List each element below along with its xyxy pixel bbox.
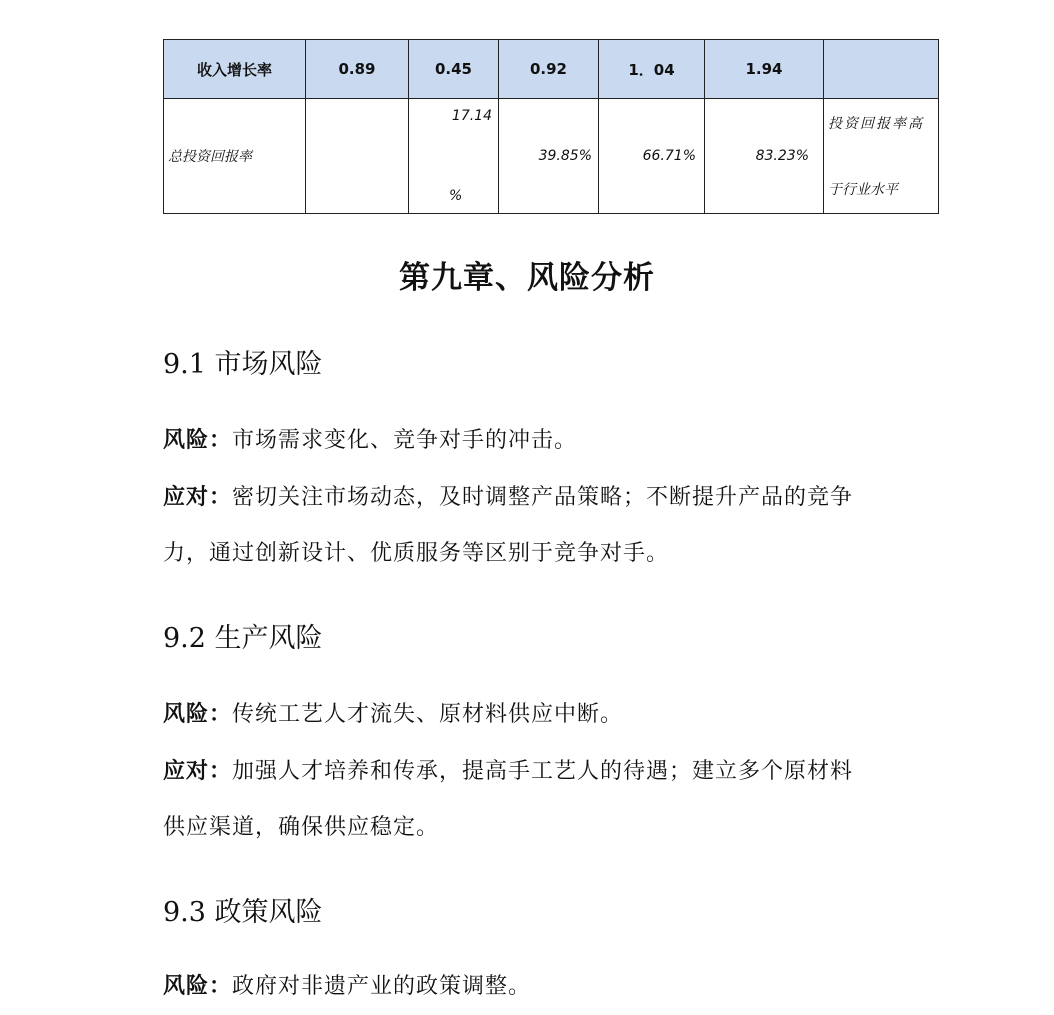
section-heading: 9.2 生产风险	[163, 623, 323, 654]
table-cell: 0.45	[409, 40, 499, 99]
cell-text-bottom: %	[449, 188, 463, 204]
table-cell: 0.92	[499, 40, 599, 99]
table-cell	[824, 40, 939, 99]
paragraph-risk	[163, 412, 933, 469]
risk-label: 风险：	[163, 973, 233, 999]
cell-text-top: 17.14	[451, 108, 492, 124]
table-cell: 1．04	[599, 40, 705, 99]
response-text: 加强人才培养和传承，提高手工艺人的待遇；建立多个原材料	[232, 759, 854, 784]
section-heading: 9.3 政策风险	[163, 897, 323, 928]
table-cell: 39.85%	[499, 99, 599, 214]
response-text-cont: 供应渠道，确保供应稳定。	[163, 815, 440, 840]
risk-label: 风险：	[163, 427, 233, 453]
table-cell: 0.89	[306, 40, 409, 99]
table-cell: 83.23%	[705, 99, 824, 214]
cell-text-bottom: 于行业水平	[828, 182, 898, 198]
table-cell-note	[824, 99, 939, 214]
table-cell-label: 总投资回报率	[164, 99, 306, 214]
cell-text-top: 投资回报率高	[828, 116, 924, 132]
table-cell	[409, 99, 499, 214]
paragraph-response	[163, 743, 933, 856]
table-cell: 1.94	[705, 40, 824, 99]
response-text: 密切关注市场动态，及时调整产品策略；不断提升产品的竞争	[232, 485, 854, 510]
table-cell: 收入增长率	[164, 40, 306, 99]
risk-text: 传统工艺人才流失、原材料供应中断。	[232, 702, 624, 727]
paragraph-response	[163, 469, 933, 582]
risk-text: 政府对非遗产业的政策调整。	[232, 974, 532, 999]
paragraph-risk	[163, 958, 933, 1015]
response-label: 应对：	[163, 758, 233, 784]
risk-text: 市场需求变化、竞争对手的冲击。	[232, 428, 578, 453]
paragraph-risk	[163, 686, 933, 743]
table-row-header	[164, 40, 939, 99]
response-label: 应对：	[163, 484, 233, 510]
chapter-title: 第九章、风险分析	[399, 260, 655, 296]
financial-table	[163, 39, 939, 214]
table-row	[164, 99, 939, 214]
table-cell	[306, 99, 409, 214]
risk-label: 风险：	[163, 701, 233, 727]
section-heading: 9.1 市场风险	[163, 349, 323, 380]
table-cell: 66.71%	[599, 99, 705, 214]
response-text-cont: 力，通过创新设计、优质服务等区别于竞争对手。	[163, 541, 670, 566]
